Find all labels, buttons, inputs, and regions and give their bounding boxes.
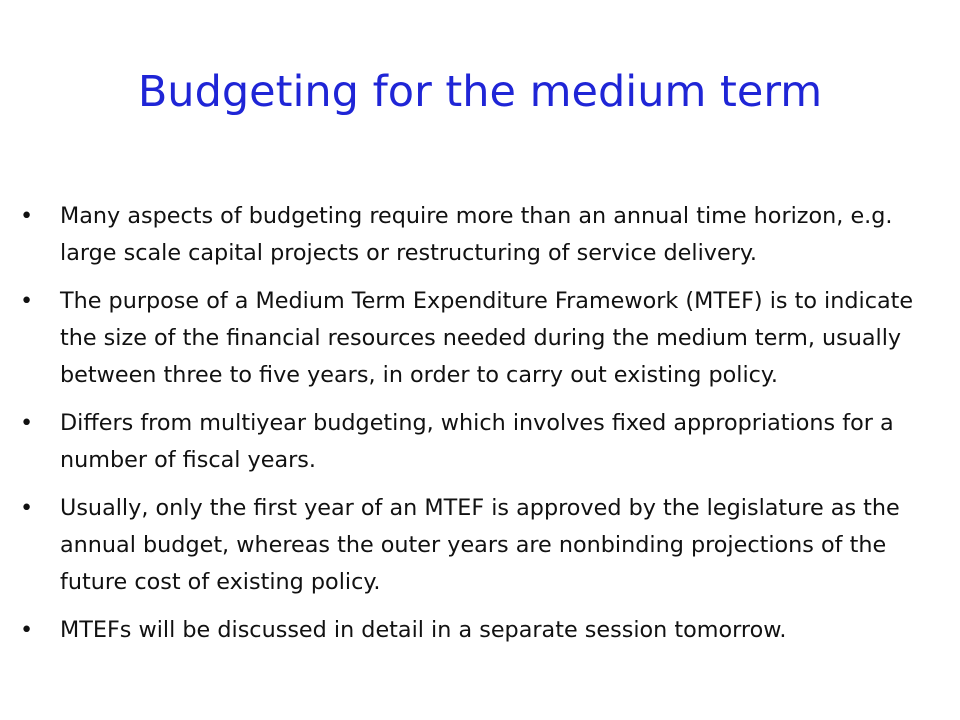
bullet-text: Usually, only the first year of an MTEF is approved by the legislature as the annual budget, whereas the outer years are nonbinding projections of the future cost of existing policy. xyxy=(60,495,900,595)
bullet-dot-icon: • xyxy=(20,617,34,643)
bullet-text: The purpose of a Medium Term Expenditure Framework (MTEF) is to indicate the size of the financial resources needed during the medium term, usually between three to five years, in order to carry out existing policy. xyxy=(60,288,914,388)
bullet-list xyxy=(20,198,955,660)
bullet-text: MTEFs will be discussed in detail in a separate session tomorrow. xyxy=(60,617,787,643)
bullet-dot-icon: • xyxy=(20,203,34,229)
bullet-item xyxy=(20,490,955,601)
slide-title: Budgeting for the medium term xyxy=(137,67,823,117)
bullet-item xyxy=(20,405,955,479)
bullet-dot-icon: • xyxy=(20,288,34,314)
bullet-item xyxy=(20,198,955,272)
bullet-text: Many aspects of budgeting require more than an annual time horizon, e.g. large scale capital projects or restructuring of service delivery. xyxy=(60,203,893,266)
bullet-dot-icon: • xyxy=(20,410,34,436)
bullet-item xyxy=(20,612,955,649)
bullet-dot-icon: • xyxy=(20,495,34,521)
bullet-item xyxy=(20,283,955,394)
bullet-text: Differs from multiyear budgeting, which involves fixed appropriations for a number of fiscal years. xyxy=(60,410,894,473)
